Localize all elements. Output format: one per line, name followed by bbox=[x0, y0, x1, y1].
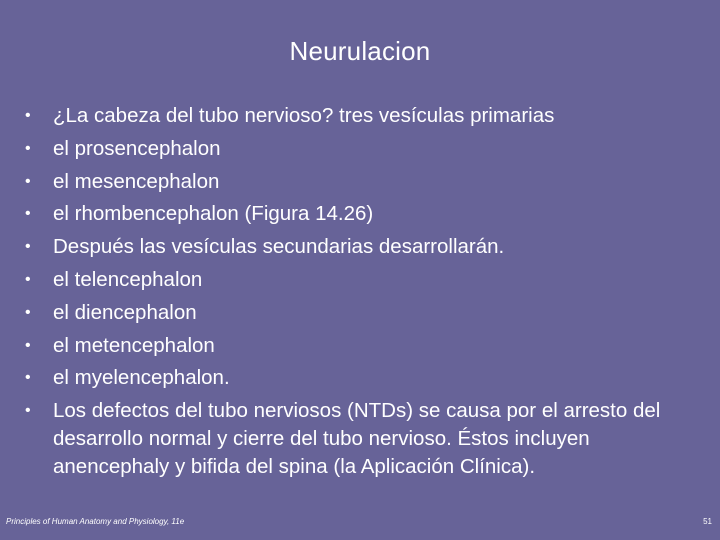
bullet-icon: • bbox=[25, 270, 31, 288]
bullet-text: el metencephalon bbox=[53, 333, 215, 357]
bullet-text: Después las vesículas secundarias desarrollarán. bbox=[53, 235, 505, 259]
slide-title-text: Neurulacion bbox=[289, 36, 431, 66]
bullet-item bbox=[25, 200, 695, 228]
bullet-icon: • bbox=[25, 107, 31, 124]
bullet-icon: • bbox=[25, 205, 31, 223]
bullet-icon: • bbox=[25, 172, 31, 190]
bullet-icon: • bbox=[25, 238, 31, 256]
page-number: 51 bbox=[703, 517, 712, 526]
bullet-text: el prosencephalon bbox=[53, 136, 221, 160]
bullet-icon: • bbox=[25, 139, 31, 157]
bullet-text: ¿La cabeza del tubo nervioso? tres vesículas primarias bbox=[53, 104, 555, 127]
bullet-icon: • bbox=[25, 303, 31, 321]
bullet-icon: • bbox=[25, 369, 31, 387]
bullet-text: el diencephalon bbox=[53, 300, 197, 324]
bullet-text: el telencephalon bbox=[53, 267, 203, 291]
bullet-icon: • bbox=[25, 402, 31, 420]
bullet-item bbox=[25, 397, 695, 481]
footer-text: Principles of Human Anatomy and Physiology, 11e bbox=[6, 517, 185, 526]
bullet-text: el myelencephalon. bbox=[53, 366, 230, 390]
bullet-icon: • bbox=[25, 336, 31, 354]
bullet-item bbox=[25, 364, 695, 392]
slide-title bbox=[0, 36, 720, 67]
bullet-item bbox=[25, 332, 695, 360]
bullet-text: Los defectos del tubo nerviosos (NTDs) se causa por el arresto del desarrollo normal y cierre del tubo nervioso. Éstos incluyen anencephaly y bifida del spina (la Aplicación Clínica). bbox=[53, 399, 661, 479]
bullet-item bbox=[25, 233, 695, 261]
bullet-item bbox=[25, 135, 695, 163]
bullet-item bbox=[25, 299, 695, 327]
bullet-list bbox=[25, 102, 695, 486]
bullet-text: el mesencephalon bbox=[53, 169, 220, 193]
bullet-item bbox=[25, 168, 695, 196]
bullet-text: el rhombencephalon (Figura 14.26) bbox=[53, 202, 374, 226]
bullet-item bbox=[25, 102, 695, 130]
bullet-item bbox=[25, 266, 695, 294]
